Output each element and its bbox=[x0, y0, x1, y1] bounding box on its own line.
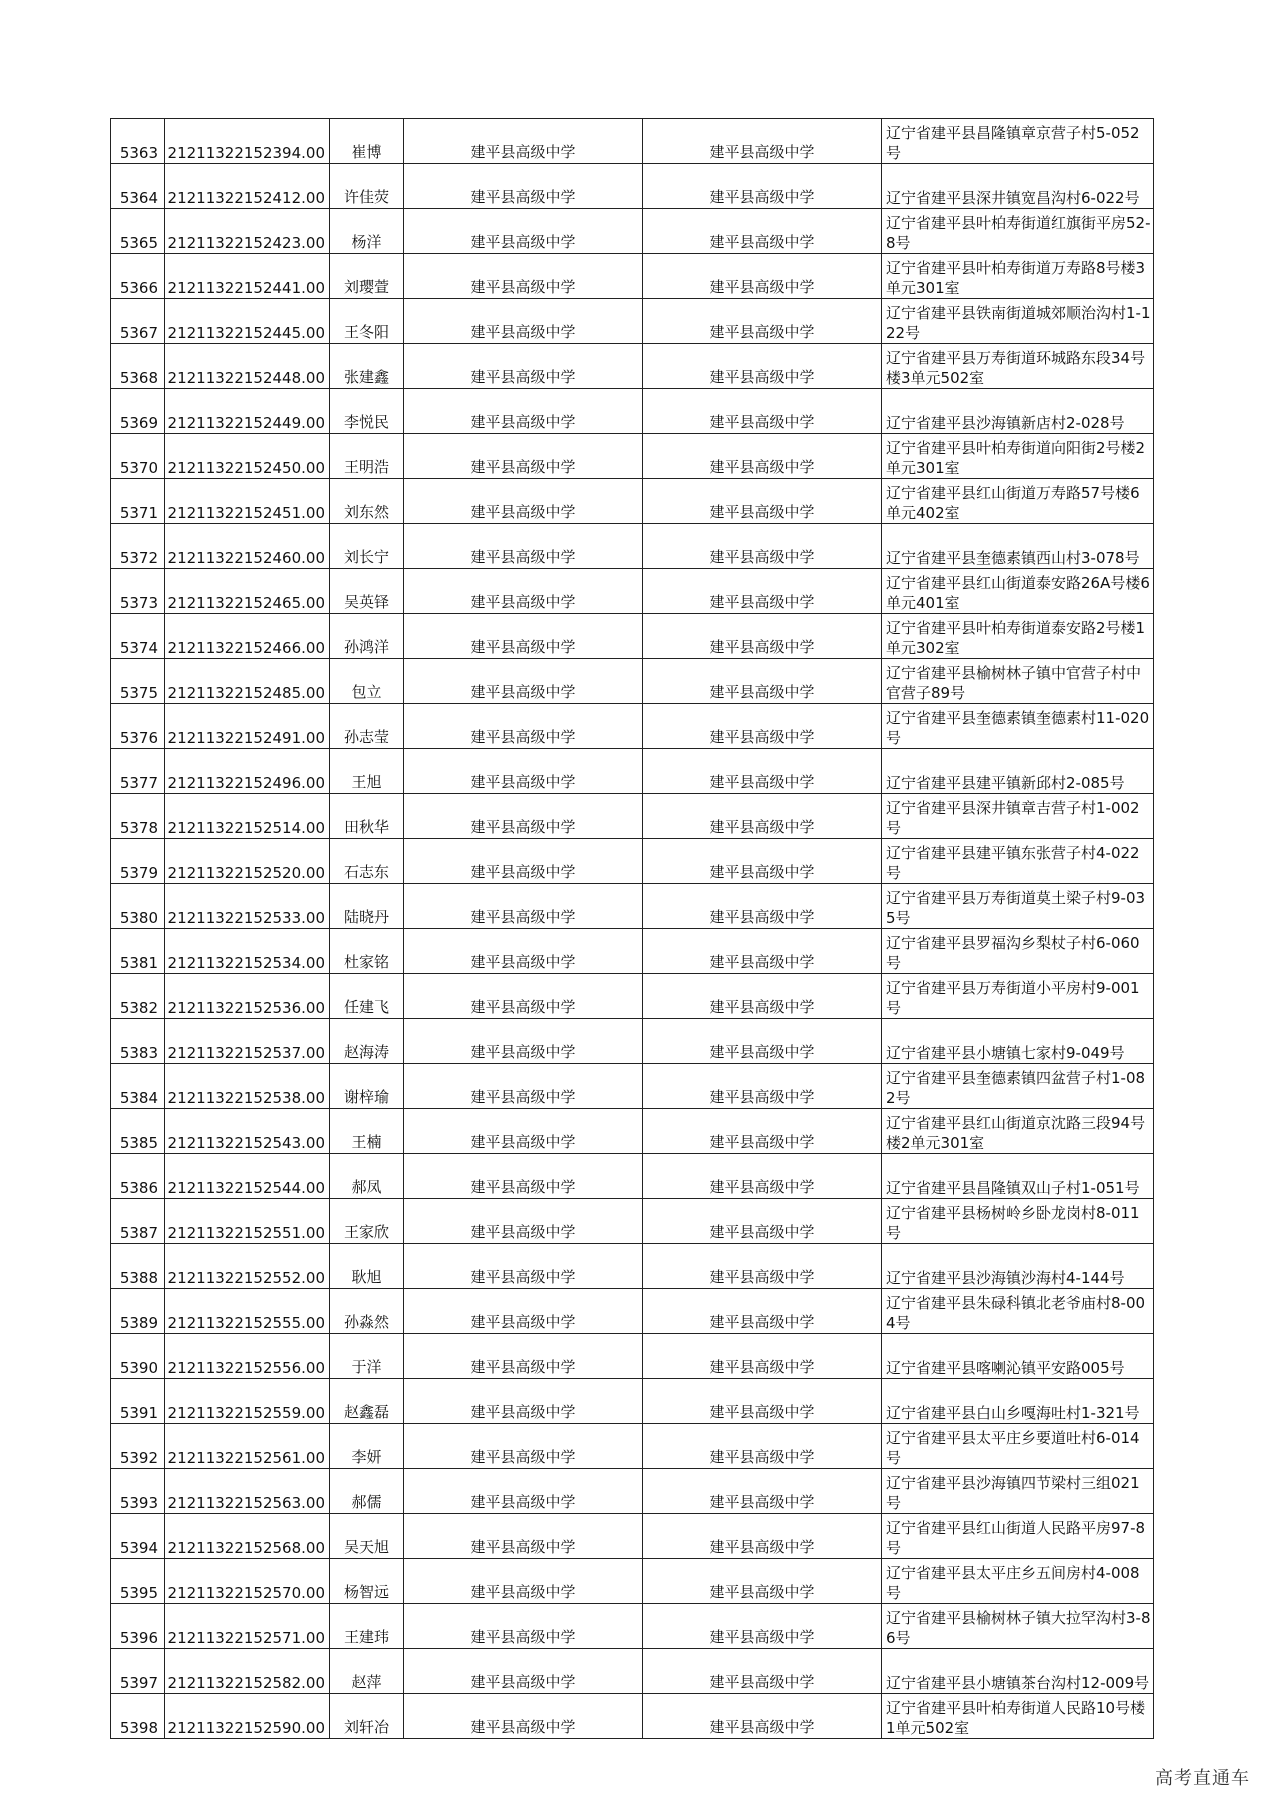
table-row bbox=[111, 1064, 1154, 1109]
address-cell: 辽宁省建平县小塘镇茶台沟村12-009号 bbox=[882, 1649, 1154, 1694]
school-cell: 建平县高级中学 bbox=[404, 164, 643, 209]
admitted-school-cell: 建平县高级中学 bbox=[643, 614, 882, 659]
admitted-school-cell: 建平县高级中学 bbox=[643, 1244, 882, 1289]
school-cell: 建平县高级中学 bbox=[404, 1019, 643, 1064]
exam-id-cell: 21211322152445.00 bbox=[165, 299, 330, 344]
student-name-cell: 王旭 bbox=[330, 749, 404, 794]
admitted-school-cell: 建平县高级中学 bbox=[643, 1694, 882, 1739]
admitted-school-cell: 建平县高级中学 bbox=[643, 254, 882, 299]
table-row bbox=[111, 209, 1154, 254]
student-name-cell: 耿旭 bbox=[330, 1244, 404, 1289]
row-number-cell: 5388 bbox=[111, 1244, 165, 1289]
table-row bbox=[111, 1244, 1154, 1289]
admitted-school-cell: 建平县高级中学 bbox=[643, 434, 882, 479]
exam-id-cell: 21211322152556.00 bbox=[165, 1334, 330, 1379]
student-name-cell: 孙淼然 bbox=[330, 1289, 404, 1334]
exam-id-cell: 21211322152451.00 bbox=[165, 479, 330, 524]
student-name-cell: 孙鸿洋 bbox=[330, 614, 404, 659]
row-number-cell: 5383 bbox=[111, 1019, 165, 1064]
table-row bbox=[111, 1559, 1154, 1604]
school-cell: 建平县高级中学 bbox=[404, 524, 643, 569]
row-number-cell: 5387 bbox=[111, 1199, 165, 1244]
row-number-cell: 5390 bbox=[111, 1334, 165, 1379]
table-row bbox=[111, 839, 1154, 884]
table-row bbox=[111, 1334, 1154, 1379]
row-number-cell: 5395 bbox=[111, 1559, 165, 1604]
student-name-cell: 王建玮 bbox=[330, 1604, 404, 1649]
table-row bbox=[111, 524, 1154, 569]
address-cell: 辽宁省建平县红山街道万寿路57号楼6单元402室 bbox=[882, 479, 1154, 524]
school-cell: 建平县高级中学 bbox=[404, 659, 643, 704]
exam-id-cell: 21211322152496.00 bbox=[165, 749, 330, 794]
admitted-school-cell: 建平县高级中学 bbox=[643, 1199, 882, 1244]
address-cell: 辽宁省建平县沙海镇沙海村4-144号 bbox=[882, 1244, 1154, 1289]
admitted-school-cell: 建平县高级中学 bbox=[643, 1424, 882, 1469]
exam-id-cell: 21211322152448.00 bbox=[165, 344, 330, 389]
row-number-cell: 5385 bbox=[111, 1109, 165, 1154]
school-cell: 建平县高级中学 bbox=[404, 344, 643, 389]
table-row bbox=[111, 614, 1154, 659]
table-row bbox=[111, 299, 1154, 344]
table-row bbox=[111, 164, 1154, 209]
admitted-school-cell: 建平县高级中学 bbox=[643, 1109, 882, 1154]
address-cell: 辽宁省建平县沙海镇新店村2-028号 bbox=[882, 389, 1154, 434]
exam-id-cell: 21211322152570.00 bbox=[165, 1559, 330, 1604]
admitted-school-cell: 建平县高级中学 bbox=[643, 1649, 882, 1694]
table-row bbox=[111, 344, 1154, 389]
admitted-school-cell: 建平县高级中学 bbox=[643, 794, 882, 839]
student-name-cell: 王明浩 bbox=[330, 434, 404, 479]
admitted-school-cell: 建平县高级中学 bbox=[643, 344, 882, 389]
student-name-cell: 谢梓瑜 bbox=[330, 1064, 404, 1109]
school-cell: 建平县高级中学 bbox=[404, 569, 643, 614]
admitted-school-cell: 建平县高级中学 bbox=[643, 929, 882, 974]
address-cell: 辽宁省建平县万寿街道小平房村9-001号 bbox=[882, 974, 1154, 1019]
school-cell: 建平县高级中学 bbox=[404, 1199, 643, 1244]
student-name-cell: 杨洋 bbox=[330, 209, 404, 254]
admitted-school-cell: 建平县高级中学 bbox=[643, 1334, 882, 1379]
student-name-cell: 赵鑫磊 bbox=[330, 1379, 404, 1424]
address-cell: 辽宁省建平县万寿街道莫土梁子村9-035号 bbox=[882, 884, 1154, 929]
row-number-cell: 5394 bbox=[111, 1514, 165, 1559]
school-cell: 建平县高级中学 bbox=[404, 299, 643, 344]
admitted-school-cell: 建平县高级中学 bbox=[643, 119, 882, 164]
admitted-school-cell: 建平县高级中学 bbox=[643, 1514, 882, 1559]
row-number-cell: 5366 bbox=[111, 254, 165, 299]
row-number-cell: 5372 bbox=[111, 524, 165, 569]
exam-id-cell: 21211322152544.00 bbox=[165, 1154, 330, 1199]
row-number-cell: 5364 bbox=[111, 164, 165, 209]
school-cell: 建平县高级中学 bbox=[404, 929, 643, 974]
student-name-cell: 石志东 bbox=[330, 839, 404, 884]
table-row bbox=[111, 974, 1154, 1019]
school-cell: 建平县高级中学 bbox=[404, 794, 643, 839]
address-cell: 辽宁省建平县昌隆镇双山子村1-051号 bbox=[882, 1154, 1154, 1199]
address-cell: 辽宁省建平县白山乡嘎海吐村1-321号 bbox=[882, 1379, 1154, 1424]
address-cell: 辽宁省建平县太平庄乡五间房村4-008号 bbox=[882, 1559, 1154, 1604]
address-cell: 辽宁省建平县建平镇新邱村2-085号 bbox=[882, 749, 1154, 794]
row-number-cell: 5378 bbox=[111, 794, 165, 839]
row-number-cell: 5363 bbox=[111, 119, 165, 164]
row-number-cell: 5396 bbox=[111, 1604, 165, 1649]
row-number-cell: 5370 bbox=[111, 434, 165, 479]
exam-id-cell: 21211322152590.00 bbox=[165, 1694, 330, 1739]
exam-id-cell: 21211322152423.00 bbox=[165, 209, 330, 254]
student-name-cell: 郝儒 bbox=[330, 1469, 404, 1514]
table-row bbox=[111, 749, 1154, 794]
table-row bbox=[111, 1514, 1154, 1559]
admitted-school-cell: 建平县高级中学 bbox=[643, 524, 882, 569]
row-number-cell: 5389 bbox=[111, 1289, 165, 1334]
row-number-cell: 5380 bbox=[111, 884, 165, 929]
address-cell: 辽宁省建平县朱碌科镇北老爷庙村8-004号 bbox=[882, 1289, 1154, 1334]
school-cell: 建平县高级中学 bbox=[404, 1064, 643, 1109]
row-number-cell: 5392 bbox=[111, 1424, 165, 1469]
student-name-cell: 包立 bbox=[330, 659, 404, 704]
admitted-school-cell: 建平县高级中学 bbox=[643, 659, 882, 704]
table-row bbox=[111, 569, 1154, 614]
table-row bbox=[111, 1289, 1154, 1334]
student-name-cell: 刘东然 bbox=[330, 479, 404, 524]
address-cell: 辽宁省建平县红山街道人民路平房97-8号 bbox=[882, 1514, 1154, 1559]
student-name-cell: 李悦民 bbox=[330, 389, 404, 434]
exam-id-cell: 21211322152561.00 bbox=[165, 1424, 330, 1469]
student-name-cell: 张建鑫 bbox=[330, 344, 404, 389]
exam-id-cell: 21211322152450.00 bbox=[165, 434, 330, 479]
school-cell: 建平县高级中学 bbox=[404, 974, 643, 1019]
school-cell: 建平县高级中学 bbox=[404, 704, 643, 749]
school-cell: 建平县高级中学 bbox=[404, 389, 643, 434]
admitted-school-cell: 建平县高级中学 bbox=[643, 1604, 882, 1649]
exam-id-cell: 21211322152537.00 bbox=[165, 1019, 330, 1064]
admitted-school-cell: 建平县高级中学 bbox=[643, 569, 882, 614]
row-number-cell: 5376 bbox=[111, 704, 165, 749]
school-cell: 建平县高级中学 bbox=[404, 1244, 643, 1289]
student-name-cell: 王楠 bbox=[330, 1109, 404, 1154]
row-number-cell: 5377 bbox=[111, 749, 165, 794]
address-cell: 辽宁省建平县沙海镇四节梁村三组021号 bbox=[882, 1469, 1154, 1514]
admitted-school-cell: 建平县高级中学 bbox=[643, 479, 882, 524]
exam-id-cell: 21211322152571.00 bbox=[165, 1604, 330, 1649]
table-row bbox=[111, 884, 1154, 929]
address-cell: 辽宁省建平县深井镇宽昌沟村6-022号 bbox=[882, 164, 1154, 209]
row-number-cell: 5375 bbox=[111, 659, 165, 704]
row-number-cell: 5369 bbox=[111, 389, 165, 434]
school-cell: 建平县高级中学 bbox=[404, 1154, 643, 1199]
student-name-cell: 于洋 bbox=[330, 1334, 404, 1379]
exam-id-cell: 21211322152536.00 bbox=[165, 974, 330, 1019]
row-number-cell: 5374 bbox=[111, 614, 165, 659]
address-cell: 辽宁省建平县昌隆镇章京营子村5-052号 bbox=[882, 119, 1154, 164]
exam-id-cell: 21211322152563.00 bbox=[165, 1469, 330, 1514]
admitted-school-cell: 建平县高级中学 bbox=[643, 1289, 882, 1334]
student-name-cell: 孙志莹 bbox=[330, 704, 404, 749]
school-cell: 建平县高级中学 bbox=[404, 119, 643, 164]
table-row bbox=[111, 434, 1154, 479]
school-cell: 建平县高级中学 bbox=[404, 434, 643, 479]
student-name-cell: 李妍 bbox=[330, 1424, 404, 1469]
admitted-school-cell: 建平县高级中学 bbox=[643, 1559, 882, 1604]
address-cell: 辽宁省建平县太平庄乡要道吐村6-014号 bbox=[882, 1424, 1154, 1469]
table-row bbox=[111, 1649, 1154, 1694]
table-row bbox=[111, 1469, 1154, 1514]
exam-id-cell: 21211322152534.00 bbox=[165, 929, 330, 974]
admitted-school-cell: 建平县高级中学 bbox=[643, 749, 882, 794]
school-cell: 建平县高级中学 bbox=[404, 1514, 643, 1559]
address-cell: 辽宁省建平县红山街道京沈路三段94号楼2单元301室 bbox=[882, 1109, 1154, 1154]
address-cell: 辽宁省建平县杨树岭乡卧龙岗村8-011号 bbox=[882, 1199, 1154, 1244]
row-number-cell: 5393 bbox=[111, 1469, 165, 1514]
exam-id-cell: 21211322152568.00 bbox=[165, 1514, 330, 1559]
school-cell: 建平县高级中学 bbox=[404, 1424, 643, 1469]
student-name-cell: 赵海涛 bbox=[330, 1019, 404, 1064]
address-cell: 辽宁省建平县奎德素镇奎德素村11-020号 bbox=[882, 704, 1154, 749]
table-row bbox=[111, 659, 1154, 704]
exam-id-cell: 21211322152449.00 bbox=[165, 389, 330, 434]
row-number-cell: 5384 bbox=[111, 1064, 165, 1109]
exam-id-cell: 21211322152559.00 bbox=[165, 1379, 330, 1424]
admitted-school-cell: 建平县高级中学 bbox=[643, 1019, 882, 1064]
admitted-school-cell: 建平县高级中学 bbox=[643, 389, 882, 434]
table-row bbox=[111, 389, 1154, 434]
row-number-cell: 5379 bbox=[111, 839, 165, 884]
address-cell: 辽宁省建平县叶柏寿街道万寿路8号楼3单元301室 bbox=[882, 254, 1154, 299]
row-number-cell: 5382 bbox=[111, 974, 165, 1019]
address-cell: 辽宁省建平县榆树林子镇中官营子村中官营子89号 bbox=[882, 659, 1154, 704]
address-cell: 辽宁省建平县叶柏寿街道泰安路2号楼1单元302室 bbox=[882, 614, 1154, 659]
student-name-cell: 郝凤 bbox=[330, 1154, 404, 1199]
student-name-cell: 杜家铭 bbox=[330, 929, 404, 974]
admitted-school-cell: 建平县高级中学 bbox=[643, 974, 882, 1019]
student-name-cell: 吴天旭 bbox=[330, 1514, 404, 1559]
school-cell: 建平县高级中学 bbox=[404, 1334, 643, 1379]
student-name-cell: 杨智远 bbox=[330, 1559, 404, 1604]
exam-id-cell: 21211322152412.00 bbox=[165, 164, 330, 209]
table-row bbox=[111, 794, 1154, 839]
admitted-school-cell: 建平县高级中学 bbox=[643, 164, 882, 209]
exam-id-cell: 21211322152552.00 bbox=[165, 1244, 330, 1289]
student-name-cell: 王冬阳 bbox=[330, 299, 404, 344]
table-row bbox=[111, 1109, 1154, 1154]
exam-id-cell: 21211322152441.00 bbox=[165, 254, 330, 299]
admitted-school-cell: 建平县高级中学 bbox=[643, 1064, 882, 1109]
school-cell: 建平县高级中学 bbox=[404, 1289, 643, 1334]
row-number-cell: 5367 bbox=[111, 299, 165, 344]
school-cell: 建平县高级中学 bbox=[404, 1649, 643, 1694]
row-number-cell: 5386 bbox=[111, 1154, 165, 1199]
admitted-school-cell: 建平县高级中学 bbox=[643, 884, 882, 929]
school-cell: 建平县高级中学 bbox=[404, 209, 643, 254]
row-number-cell: 5381 bbox=[111, 929, 165, 974]
row-number-cell: 5365 bbox=[111, 209, 165, 254]
table-row bbox=[111, 479, 1154, 524]
address-cell: 辽宁省建平县建平镇东张营子村4-022号 bbox=[882, 839, 1154, 884]
address-cell: 辽宁省建平县奎德素镇西山村3-078号 bbox=[882, 524, 1154, 569]
footer-brand-watermark: 高考直通车 bbox=[1155, 1768, 1250, 1789]
school-cell: 建平县高级中学 bbox=[404, 1379, 643, 1424]
student-name-cell: 刘璎萱 bbox=[330, 254, 404, 299]
table-row bbox=[111, 119, 1154, 164]
address-cell: 辽宁省建平县叶柏寿街道向阳街2号楼2单元301室 bbox=[882, 434, 1154, 479]
exam-id-cell: 21211322152394.00 bbox=[165, 119, 330, 164]
school-cell: 建平县高级中学 bbox=[404, 254, 643, 299]
table-row bbox=[111, 1154, 1154, 1199]
exam-id-cell: 21211322152514.00 bbox=[165, 794, 330, 839]
address-cell: 辽宁省建平县喀喇沁镇平安路005号 bbox=[882, 1334, 1154, 1379]
table-row bbox=[111, 1424, 1154, 1469]
school-cell: 建平县高级中学 bbox=[404, 614, 643, 659]
row-number-cell: 5398 bbox=[111, 1694, 165, 1739]
admitted-school-cell: 建平县高级中学 bbox=[643, 1379, 882, 1424]
admitted-school-cell: 建平县高级中学 bbox=[643, 1154, 882, 1199]
school-cell: 建平县高级中学 bbox=[404, 1469, 643, 1514]
address-cell: 辽宁省建平县榆树林子镇大拉罕沟村3-86号 bbox=[882, 1604, 1154, 1649]
student-name-cell: 刘轩冶 bbox=[330, 1694, 404, 1739]
student-name-cell: 陆晓丹 bbox=[330, 884, 404, 929]
table-row bbox=[111, 1199, 1154, 1244]
school-cell: 建平县高级中学 bbox=[404, 884, 643, 929]
admitted-school-cell: 建平县高级中学 bbox=[643, 209, 882, 254]
exam-id-cell: 21211322152551.00 bbox=[165, 1199, 330, 1244]
address-cell: 辽宁省建平县铁南街道城郊顺治沟村1-122号 bbox=[882, 299, 1154, 344]
admitted-school-cell: 建平县高级中学 bbox=[643, 704, 882, 749]
roster-table bbox=[110, 118, 1154, 1739]
exam-id-cell: 21211322152491.00 bbox=[165, 704, 330, 749]
school-cell: 建平县高级中学 bbox=[404, 1694, 643, 1739]
exam-id-cell: 21211322152555.00 bbox=[165, 1289, 330, 1334]
exam-id-cell: 21211322152538.00 bbox=[165, 1064, 330, 1109]
admitted-school-cell: 建平县高级中学 bbox=[643, 299, 882, 344]
exam-id-cell: 21211322152520.00 bbox=[165, 839, 330, 884]
exam-id-cell: 21211322152485.00 bbox=[165, 659, 330, 704]
exam-id-cell: 21211322152543.00 bbox=[165, 1109, 330, 1154]
address-cell: 辽宁省建平县小塘镇七家村9-049号 bbox=[882, 1019, 1154, 1064]
student-name-cell: 任建飞 bbox=[330, 974, 404, 1019]
exam-id-cell: 21211322152460.00 bbox=[165, 524, 330, 569]
address-cell: 辽宁省建平县叶柏寿街道红旗街平房52-8号 bbox=[882, 209, 1154, 254]
student-name-cell: 崔博 bbox=[330, 119, 404, 164]
admitted-school-cell: 建平县高级中学 bbox=[643, 839, 882, 884]
exam-id-cell: 21211322152582.00 bbox=[165, 1649, 330, 1694]
school-cell: 建平县高级中学 bbox=[404, 1109, 643, 1154]
row-number-cell: 5368 bbox=[111, 344, 165, 389]
school-cell: 建平县高级中学 bbox=[404, 839, 643, 884]
address-cell: 辽宁省建平县奎德素镇四盆营子村1-082号 bbox=[882, 1064, 1154, 1109]
table-row bbox=[111, 1379, 1154, 1424]
student-name-cell: 田秋华 bbox=[330, 794, 404, 839]
student-name-cell: 刘长宁 bbox=[330, 524, 404, 569]
exam-id-cell: 21211322152466.00 bbox=[165, 614, 330, 659]
address-cell: 辽宁省建平县深井镇章吉营子村1-002号 bbox=[882, 794, 1154, 839]
student-name-cell: 赵萍 bbox=[330, 1649, 404, 1694]
school-cell: 建平县高级中学 bbox=[404, 749, 643, 794]
student-name-cell: 吴英铎 bbox=[330, 569, 404, 614]
address-cell: 辽宁省建平县红山街道泰安路26A号楼6单元401室 bbox=[882, 569, 1154, 614]
student-name-cell: 许佳荧 bbox=[330, 164, 404, 209]
table-row bbox=[111, 929, 1154, 974]
row-number-cell: 5397 bbox=[111, 1649, 165, 1694]
row-number-cell: 5371 bbox=[111, 479, 165, 524]
roster-table-body bbox=[111, 119, 1154, 1739]
admitted-school-cell: 建平县高级中学 bbox=[643, 1469, 882, 1514]
row-number-cell: 5373 bbox=[111, 569, 165, 614]
table-row bbox=[111, 254, 1154, 299]
row-number-cell: 5391 bbox=[111, 1379, 165, 1424]
school-cell: 建平县高级中学 bbox=[404, 1604, 643, 1649]
table-row bbox=[111, 1019, 1154, 1064]
school-cell: 建平县高级中学 bbox=[404, 1559, 643, 1604]
address-cell: 辽宁省建平县叶柏寿街道人民路10号楼1单元502室 bbox=[882, 1694, 1154, 1739]
school-cell: 建平县高级中学 bbox=[404, 479, 643, 524]
table-row bbox=[111, 704, 1154, 749]
table-row bbox=[111, 1604, 1154, 1649]
exam-id-cell: 21211322152533.00 bbox=[165, 884, 330, 929]
address-cell: 辽宁省建平县罗福沟乡梨杖子村6-060号 bbox=[882, 929, 1154, 974]
student-name-cell: 王家欣 bbox=[330, 1199, 404, 1244]
exam-id-cell: 21211322152465.00 bbox=[165, 569, 330, 614]
address-cell: 辽宁省建平县万寿街道环城路东段34号楼3单元502室 bbox=[882, 344, 1154, 389]
table-row bbox=[111, 1694, 1154, 1739]
